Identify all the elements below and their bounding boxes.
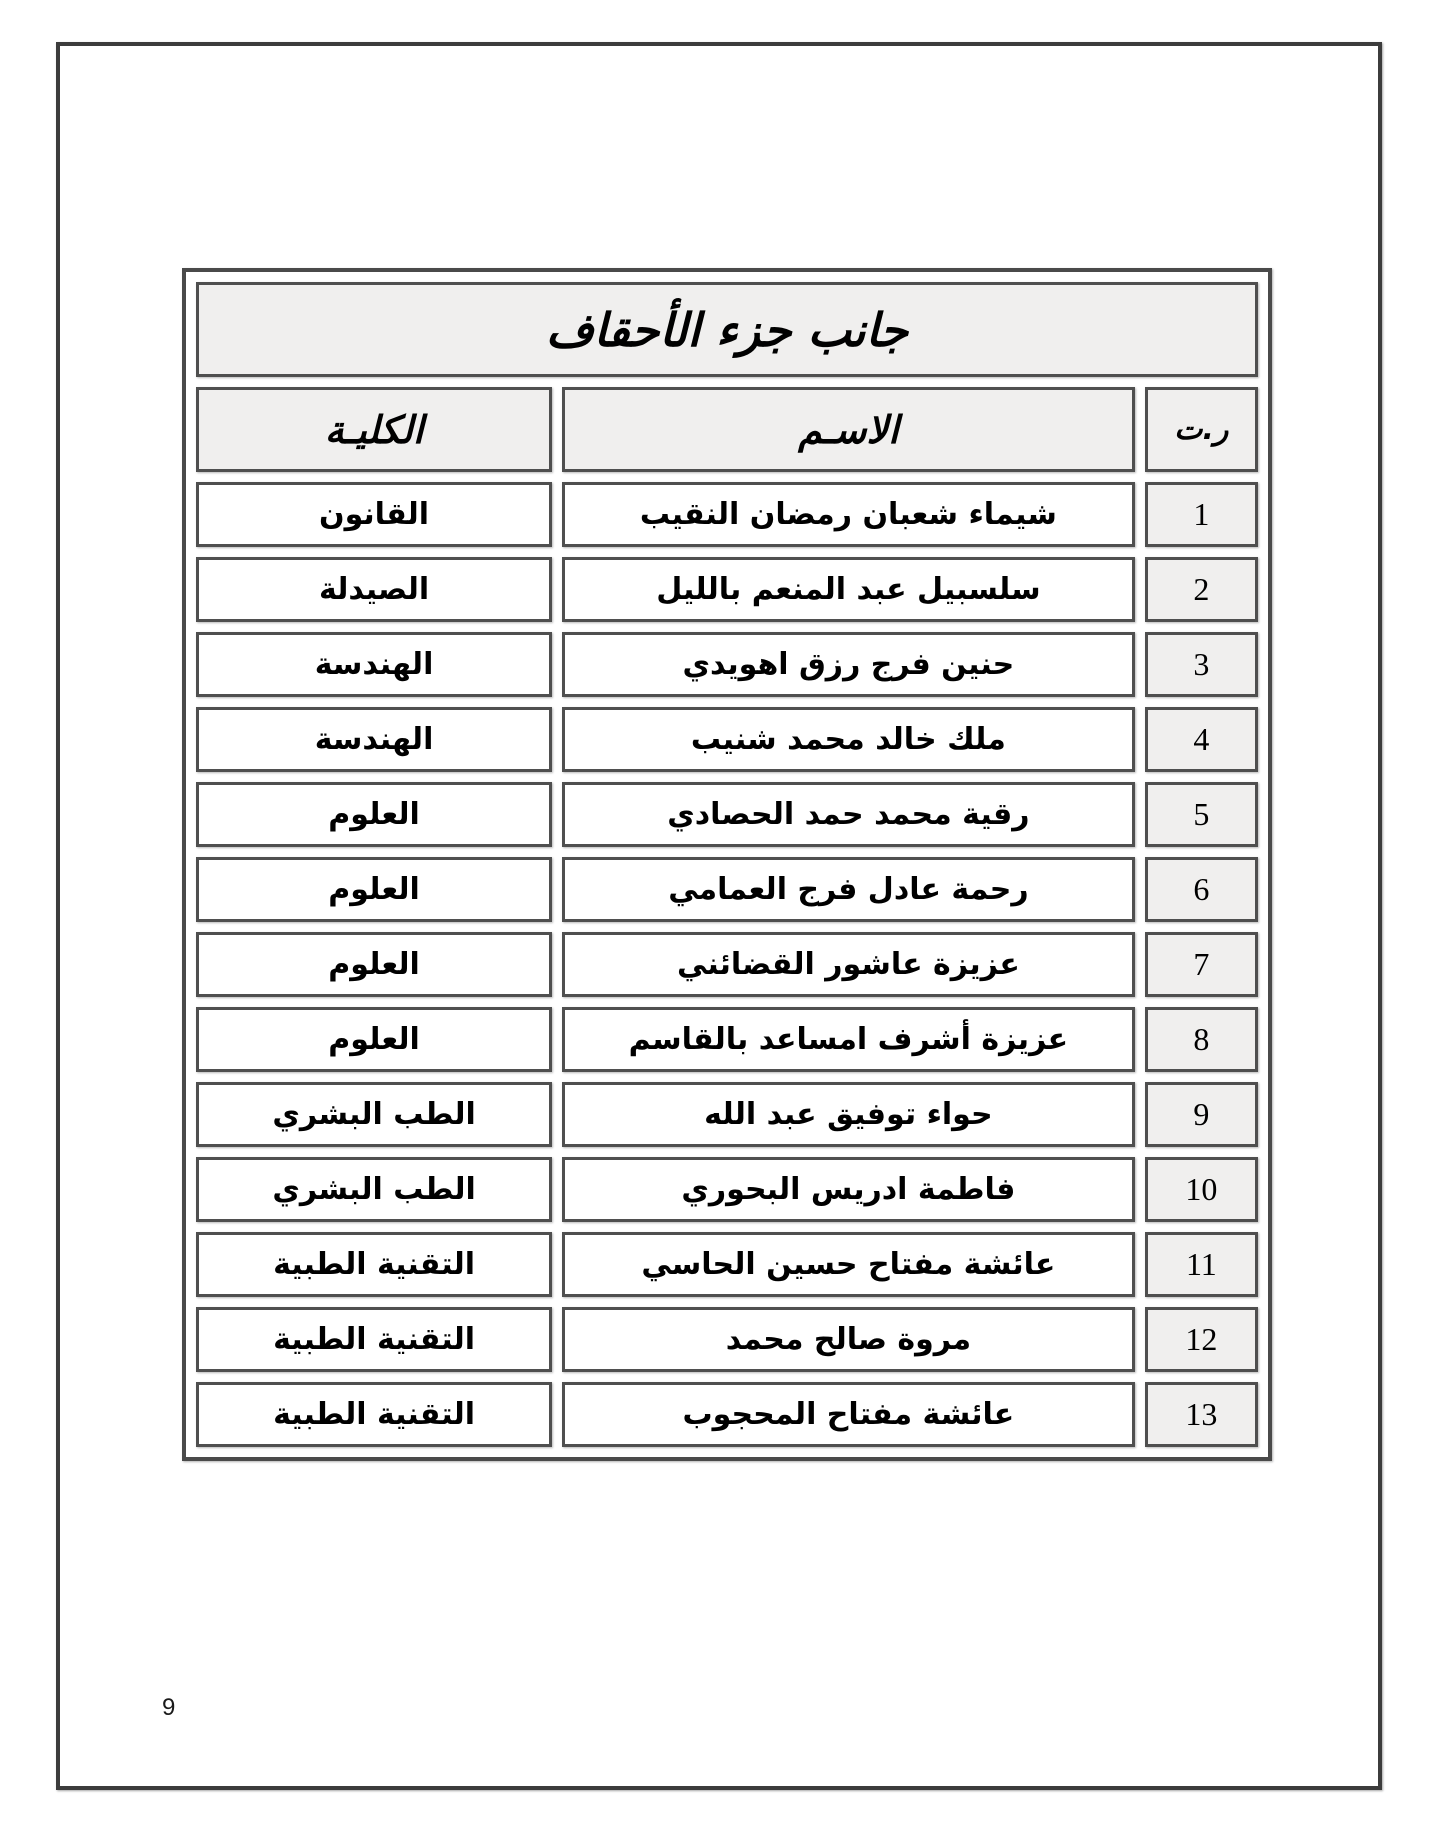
table-row bbox=[196, 1007, 1258, 1072]
college-cell: التقنية الطبية bbox=[196, 1382, 552, 1447]
memorizers-table bbox=[182, 268, 1272, 1461]
header-row bbox=[196, 387, 1258, 472]
college-cell: القانون bbox=[196, 482, 552, 547]
college-cell: الطب البشري bbox=[196, 1157, 552, 1222]
college-cell: العلوم bbox=[196, 1007, 552, 1072]
name-cell: عزيزة أشرف امساعد بالقاسم bbox=[562, 1007, 1135, 1072]
college-cell: التقنية الطبية bbox=[196, 1232, 552, 1297]
name-cell: شيماء شعبان رمضان النقيب bbox=[562, 482, 1135, 547]
table-row bbox=[196, 1307, 1258, 1372]
name-cell: رحمة عادل فرج العمامي bbox=[562, 857, 1135, 922]
table-title: جانب جزء الأحقاف bbox=[196, 282, 1258, 377]
index-cell: 12 bbox=[1145, 1307, 1258, 1372]
table-row bbox=[196, 1157, 1258, 1222]
table-row bbox=[196, 632, 1258, 697]
index-cell: 8 bbox=[1145, 1007, 1258, 1072]
table-row bbox=[196, 1082, 1258, 1147]
index-cell: 11 bbox=[1145, 1232, 1258, 1297]
table-row bbox=[196, 707, 1258, 772]
table-row bbox=[196, 857, 1258, 922]
name-cell: مروة صالح محمد bbox=[562, 1307, 1135, 1372]
college-cell: الهندسة bbox=[196, 632, 552, 697]
col-header-name: الاسـم bbox=[562, 387, 1135, 472]
name-cell: حواء توفيق عبد الله bbox=[562, 1082, 1135, 1147]
college-cell: الهندسة bbox=[196, 707, 552, 772]
college-cell: العلوم bbox=[196, 782, 552, 847]
index-cell: 3 bbox=[1145, 632, 1258, 697]
index-cell: 6 bbox=[1145, 857, 1258, 922]
college-cell: الصيدلة bbox=[196, 557, 552, 622]
table-row bbox=[196, 932, 1258, 997]
name-cell: رقية محمد حمد الحصادي bbox=[562, 782, 1135, 847]
name-cell: ملك خالد محمد شنيب bbox=[562, 707, 1135, 772]
index-cell: 1 bbox=[1145, 482, 1258, 547]
name-cell: حنين فرج رزق اهويدي bbox=[562, 632, 1135, 697]
table-row bbox=[196, 557, 1258, 622]
name-cell: عزيزة عاشور القضائني bbox=[562, 932, 1135, 997]
table-row bbox=[196, 782, 1258, 847]
index-cell: 10 bbox=[1145, 1157, 1258, 1222]
college-cell: العلوم bbox=[196, 857, 552, 922]
index-cell: 2 bbox=[1145, 557, 1258, 622]
name-cell: عائشة مفتاح المحجوب bbox=[562, 1382, 1135, 1447]
college-cell: العلوم bbox=[196, 932, 552, 997]
name-cell: سلسبيل عبد المنعم بالليل bbox=[562, 557, 1135, 622]
name-cell: فاطمة ادريس البحوري bbox=[562, 1157, 1135, 1222]
table-row bbox=[196, 482, 1258, 547]
page-border-frame bbox=[56, 42, 1382, 1790]
page-number: 9 bbox=[162, 1694, 176, 1721]
table-row bbox=[196, 1232, 1258, 1297]
index-cell: 13 bbox=[1145, 1382, 1258, 1447]
col-header-index: ر.ت bbox=[1145, 387, 1258, 472]
index-cell: 7 bbox=[1145, 932, 1258, 997]
name-cell: عائشة مفتاح حسين الحاسي bbox=[562, 1232, 1135, 1297]
college-cell: الطب البشري bbox=[196, 1082, 552, 1147]
index-cell: 5 bbox=[1145, 782, 1258, 847]
table-row bbox=[196, 1382, 1258, 1447]
index-cell: 9 bbox=[1145, 1082, 1258, 1147]
col-header-college: الكليـة bbox=[196, 387, 552, 472]
title-row bbox=[196, 282, 1258, 377]
index-cell: 4 bbox=[1145, 707, 1258, 772]
college-cell: التقنية الطبية bbox=[196, 1307, 552, 1372]
